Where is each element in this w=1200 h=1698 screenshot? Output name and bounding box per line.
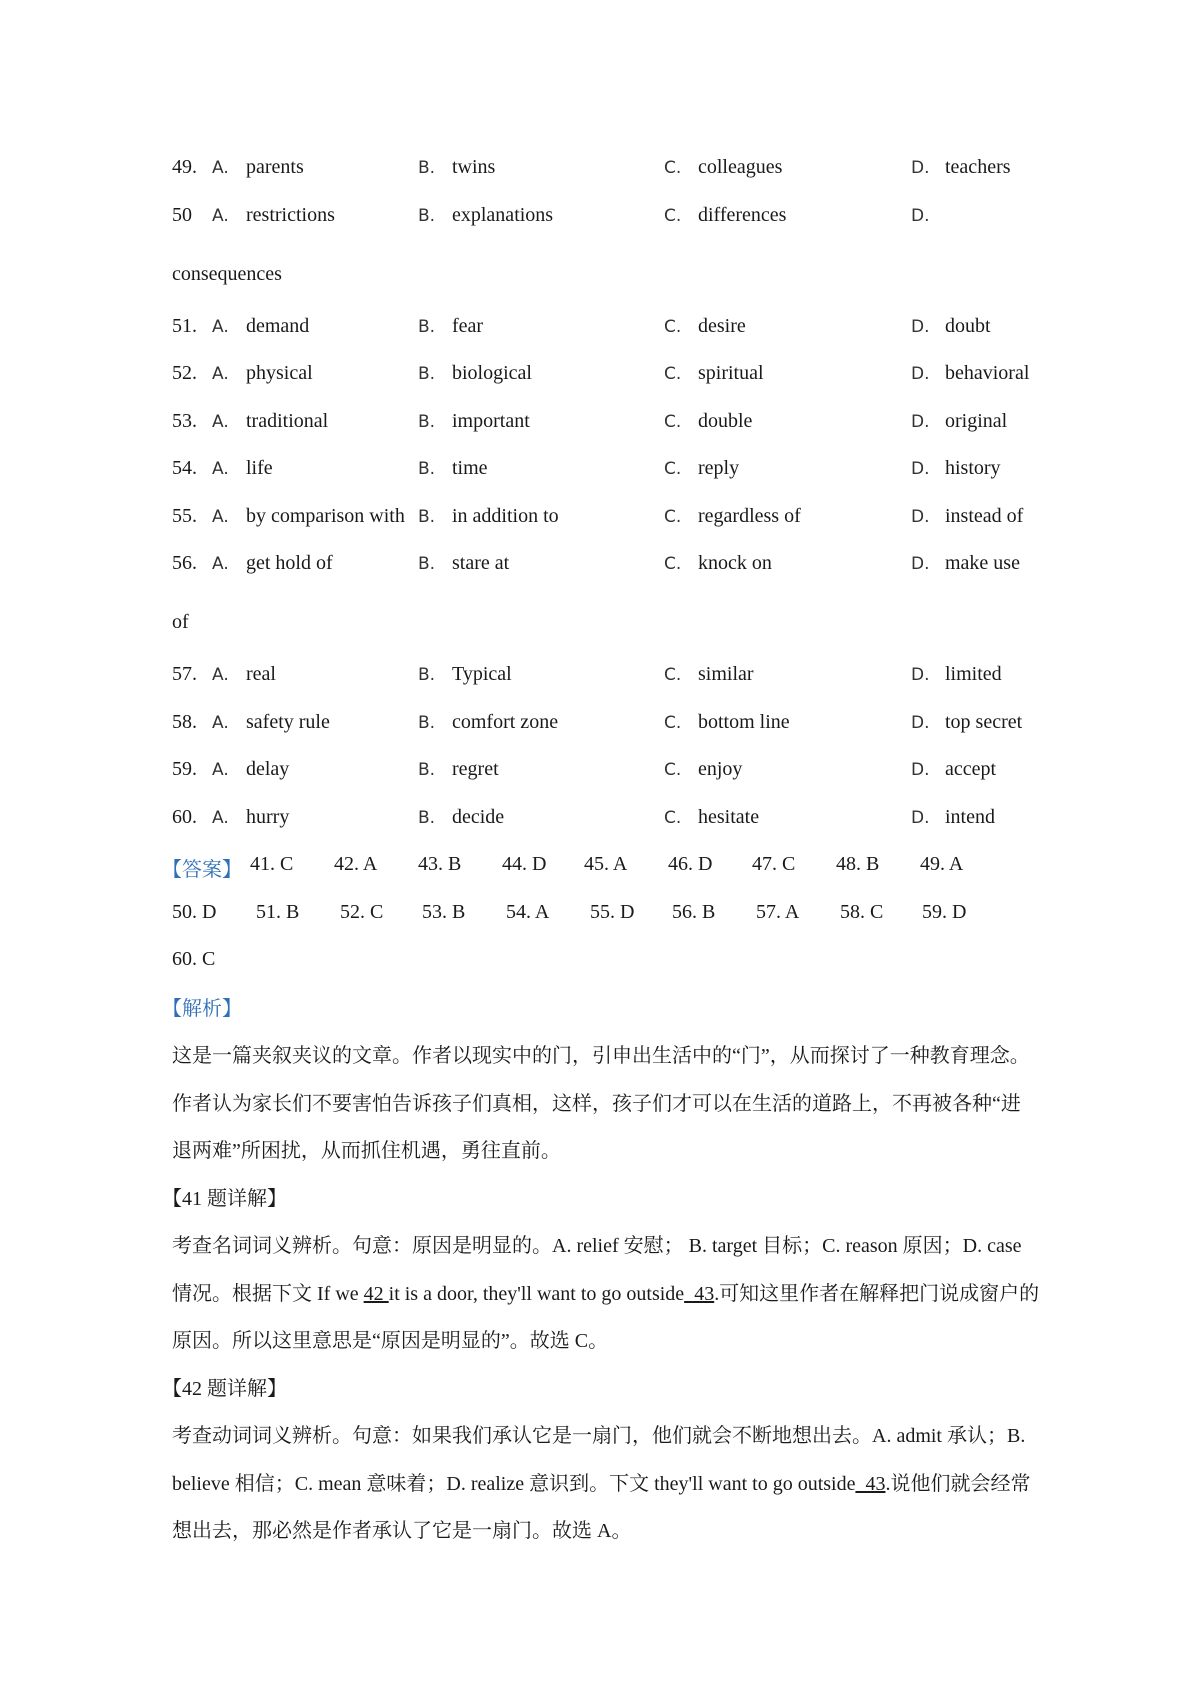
q41-explanation: 考查名词词义辨析。句意：原因是明显的。A. relief 安慰； B. target 目标；C. reason 原因；D. case 情况。根据下文 If we 42 it is a door, they'll want to go outside_43.可知这里作者在解释把门说成窗户的原因。所以这里意思是“原因是明显的”。故选 C。 xyxy=(172,1235,1040,1352)
option-letter: D. xyxy=(911,665,930,685)
analysis-text: 这是一篇夹叙夹议的文章。作者以现实中的门，引申出生活中的“门”，从而探讨了一种教育理念。作者认为家长们不要害怕告诉孩子们真相，这样，孩子们才可以在生活的道路上，不再被各种“进退两难”所困扰，从而抓住机遇，勇往直前。 xyxy=(172,1045,1030,1162)
option-b xyxy=(418,663,512,686)
option-text: hesitate xyxy=(698,805,760,828)
option-letter: D. xyxy=(911,316,930,337)
option-text: bottom line xyxy=(698,710,790,733)
option-d xyxy=(911,505,1023,528)
answer-item: 53. B xyxy=(422,900,466,923)
option-b xyxy=(418,315,483,338)
option-a xyxy=(212,505,405,528)
question-row xyxy=(172,542,1040,653)
option-a xyxy=(212,758,289,781)
option-letter: A. xyxy=(212,205,229,226)
option-d xyxy=(911,156,1011,179)
option-c xyxy=(664,362,764,385)
answer-item: 47. C xyxy=(752,853,796,875)
option-c xyxy=(664,156,782,179)
option-letter: B. xyxy=(418,411,436,432)
answer-item: 55. D xyxy=(590,900,635,923)
option-text: explanations xyxy=(452,203,554,226)
option-text: fear xyxy=(452,314,484,337)
option-letter: C. xyxy=(664,316,682,337)
option-text: life xyxy=(246,457,273,479)
option-letter: B. xyxy=(418,712,436,733)
question-number: 60. xyxy=(172,805,197,828)
option-letter: C. xyxy=(664,760,682,780)
option-text: reply xyxy=(698,457,740,479)
option-b xyxy=(418,410,530,433)
question-row xyxy=(172,305,1040,353)
question-row xyxy=(172,748,1040,796)
question-number: 56. xyxy=(172,552,197,574)
option-letter: D. xyxy=(911,506,930,527)
option-a xyxy=(212,457,273,480)
option-letter: B. xyxy=(418,459,436,479)
option-text: demand xyxy=(246,314,310,337)
q42-explanation: 考查动词词义辨析。句意：如果我们承认它是一扇门，他们就会不断地想出去。A. admit 承认；B. believe 相信；C. mean 意味着；D. realize 意识到。下文 they'll want to go outside_43.说他们就会经常想出去，那必然是作者承认了它是一扇门。故选 A。 xyxy=(172,1425,1031,1542)
option-b xyxy=(418,362,532,385)
option-letter: D. xyxy=(911,158,930,178)
option-text: delay xyxy=(246,758,290,780)
question-row xyxy=(172,796,1040,844)
option-text: teachers xyxy=(945,156,1011,178)
answer-item: 46. D xyxy=(668,853,713,875)
blank-43: _43 xyxy=(684,1282,715,1305)
answer-item: 42. A xyxy=(334,853,378,875)
option-text: real xyxy=(246,663,276,685)
option-text: intend xyxy=(945,805,995,828)
answer-item: 43. B xyxy=(418,853,462,875)
option-letter: D. xyxy=(911,554,930,574)
option-a xyxy=(212,711,330,734)
option-b xyxy=(418,758,499,781)
question-row xyxy=(172,400,1040,448)
question-row xyxy=(172,653,1040,701)
option-d xyxy=(911,362,1029,385)
question-number: 58. xyxy=(172,710,197,733)
option-a xyxy=(212,362,313,385)
option-text: biological xyxy=(452,362,532,384)
option-c xyxy=(664,552,772,575)
question-row xyxy=(172,352,1040,400)
question-number: 49. xyxy=(172,156,197,178)
option-text: behavioral xyxy=(945,362,1030,384)
option-letter: B. xyxy=(418,364,436,384)
option-b xyxy=(418,204,553,227)
option-letter: D. xyxy=(911,712,930,733)
question-number: 54. xyxy=(172,457,197,479)
answer-item: 56. B xyxy=(672,900,716,923)
option-d xyxy=(911,806,995,829)
option-text: in addition to xyxy=(452,504,559,527)
option-letter: A. xyxy=(212,364,229,384)
answer-item: 54. A xyxy=(506,900,550,923)
option-text: accept xyxy=(945,758,997,780)
analysis-label: 【解析】 xyxy=(162,997,242,1020)
question-number: 57. xyxy=(172,663,197,685)
option-d xyxy=(911,410,1007,433)
answer-label: 【答案】 xyxy=(162,859,242,881)
question-number: 53. xyxy=(172,409,197,432)
answer-item: 57. A xyxy=(756,900,800,923)
option-text: by comparison with xyxy=(246,504,405,527)
blank-43: _43 xyxy=(855,1472,886,1495)
option-text: decide xyxy=(452,805,505,828)
option-letter: B. xyxy=(418,554,436,574)
option-letter: D. xyxy=(911,459,930,479)
option-letter: A. xyxy=(212,665,229,685)
question-number: 52. xyxy=(172,362,197,384)
answer-item: 49. A xyxy=(920,853,964,875)
option-text: safety rule xyxy=(246,710,330,733)
answer-row-2 xyxy=(172,891,1040,939)
option-letter: B. xyxy=(418,665,436,685)
option-c xyxy=(664,457,739,480)
option-letter: D. xyxy=(911,205,930,226)
option-text: colleagues xyxy=(698,156,783,178)
wrapped-option-text: consequences xyxy=(172,262,282,285)
option-a xyxy=(212,315,309,338)
option-text: restrictions xyxy=(246,203,335,226)
option-b xyxy=(418,457,488,480)
option-c xyxy=(664,663,754,686)
option-letter: B. xyxy=(418,807,436,828)
option-b xyxy=(418,156,495,179)
option-letter: C. xyxy=(664,459,682,479)
option-letter: D. xyxy=(911,760,930,780)
answer-item: 51. B xyxy=(256,900,300,923)
answer-item: 50. D xyxy=(172,900,217,923)
option-a xyxy=(212,410,328,433)
option-d xyxy=(911,204,945,227)
option-letter: C. xyxy=(664,411,682,432)
option-a xyxy=(212,663,276,686)
option-letter: B. xyxy=(418,316,436,337)
option-text: doubt xyxy=(945,314,991,337)
option-letter: A. xyxy=(212,554,229,574)
option-a xyxy=(212,204,335,227)
option-letter: B. xyxy=(418,205,436,226)
option-text: Typical xyxy=(452,663,512,685)
option-letter: A. xyxy=(212,760,229,780)
option-d xyxy=(911,552,1020,575)
option-letter: D. xyxy=(911,364,930,384)
option-c xyxy=(664,711,790,734)
option-text: traditional xyxy=(246,409,329,432)
option-text: instead of xyxy=(945,504,1024,527)
option-text: get hold of xyxy=(246,552,333,574)
blank-42: 42 xyxy=(363,1282,389,1305)
option-letter: A. xyxy=(212,158,229,178)
question-list xyxy=(172,146,1040,843)
option-c xyxy=(664,758,742,781)
option-text: knock on xyxy=(698,552,772,574)
option-a xyxy=(212,806,289,829)
option-text: history xyxy=(945,457,1001,479)
answer-item: 44. D xyxy=(502,853,547,875)
option-text: limited xyxy=(945,663,1002,685)
answer-row-3 xyxy=(172,938,1040,986)
option-letter: A. xyxy=(212,316,229,337)
option-text: time xyxy=(452,457,488,479)
question-number: 55. xyxy=(172,504,197,527)
option-letter: C. xyxy=(664,712,682,733)
option-d xyxy=(911,663,1002,686)
option-c xyxy=(664,315,746,338)
option-letter: D. xyxy=(911,807,930,828)
option-b xyxy=(418,552,509,575)
option-c xyxy=(664,806,759,829)
option-c xyxy=(664,204,786,227)
option-text: twins xyxy=(452,156,496,178)
answer-item: 59. D xyxy=(922,900,967,923)
option-letter: C. xyxy=(664,205,682,226)
answer-item: 48. B xyxy=(836,853,880,875)
option-b xyxy=(418,806,504,829)
option-d xyxy=(911,315,991,338)
option-text: stare at xyxy=(452,552,510,574)
option-c xyxy=(664,410,752,433)
answer-row-1 xyxy=(162,843,1040,891)
question-row xyxy=(172,701,1040,749)
option-letter: A. xyxy=(212,506,229,527)
option-text: spiritual xyxy=(698,362,764,384)
option-letter: A. xyxy=(212,712,229,733)
question-number: 59. xyxy=(172,758,197,780)
option-text: desire xyxy=(698,314,746,337)
q41-heading: 【41 题详解】 xyxy=(162,1187,287,1210)
option-a xyxy=(212,156,304,179)
option-d xyxy=(911,457,1001,480)
option-letter: C. xyxy=(664,554,682,574)
option-text: parents xyxy=(246,156,304,178)
answer-item: 45. A xyxy=(584,853,628,875)
option-b xyxy=(418,711,558,734)
answer-item: 58. C xyxy=(840,900,884,923)
option-b xyxy=(418,505,559,528)
option-d xyxy=(911,758,996,781)
option-text: differences xyxy=(698,203,787,226)
q42-heading: 【42 题详解】 xyxy=(162,1377,287,1400)
wrapped-option-text: of xyxy=(172,611,189,633)
option-text: top secret xyxy=(945,710,1023,733)
option-c xyxy=(664,505,801,528)
option-d xyxy=(911,711,1022,734)
option-text: enjoy xyxy=(698,758,743,780)
option-letter: B. xyxy=(418,506,436,527)
option-letter: B. xyxy=(418,760,436,780)
option-text: make use xyxy=(945,552,1020,574)
option-text: regardless of xyxy=(698,504,801,527)
document-content xyxy=(162,146,1040,1556)
option-text: similar xyxy=(698,663,754,685)
question-number: 50 xyxy=(172,203,192,226)
option-letter: A. xyxy=(212,459,229,479)
option-letter: B. xyxy=(418,158,436,178)
option-letter: C. xyxy=(664,506,682,527)
option-letter: C. xyxy=(664,158,682,178)
option-letter: C. xyxy=(664,665,682,685)
option-text: regret xyxy=(452,758,499,780)
answer-item: 60. C xyxy=(172,948,216,970)
option-letter: A. xyxy=(212,807,229,828)
option-letter: D. xyxy=(911,411,930,432)
question-row xyxy=(172,194,1040,305)
option-text: comfort zone xyxy=(452,710,559,733)
option-text: double xyxy=(698,409,753,432)
answer-item: 41. C xyxy=(250,853,294,875)
answer-item: 52. C xyxy=(340,900,384,923)
question-row xyxy=(172,495,1040,543)
option-text: physical xyxy=(246,362,313,384)
question-row xyxy=(172,447,1040,495)
option-letter: C. xyxy=(664,364,682,384)
option-a xyxy=(212,552,333,575)
option-letter: A. xyxy=(212,411,229,432)
option-text: important xyxy=(452,409,530,432)
option-text: original xyxy=(945,409,1008,432)
option-text: hurry xyxy=(246,805,290,828)
question-number: 51. xyxy=(172,314,197,337)
option-letter: C. xyxy=(664,807,682,828)
question-row xyxy=(172,146,1040,194)
